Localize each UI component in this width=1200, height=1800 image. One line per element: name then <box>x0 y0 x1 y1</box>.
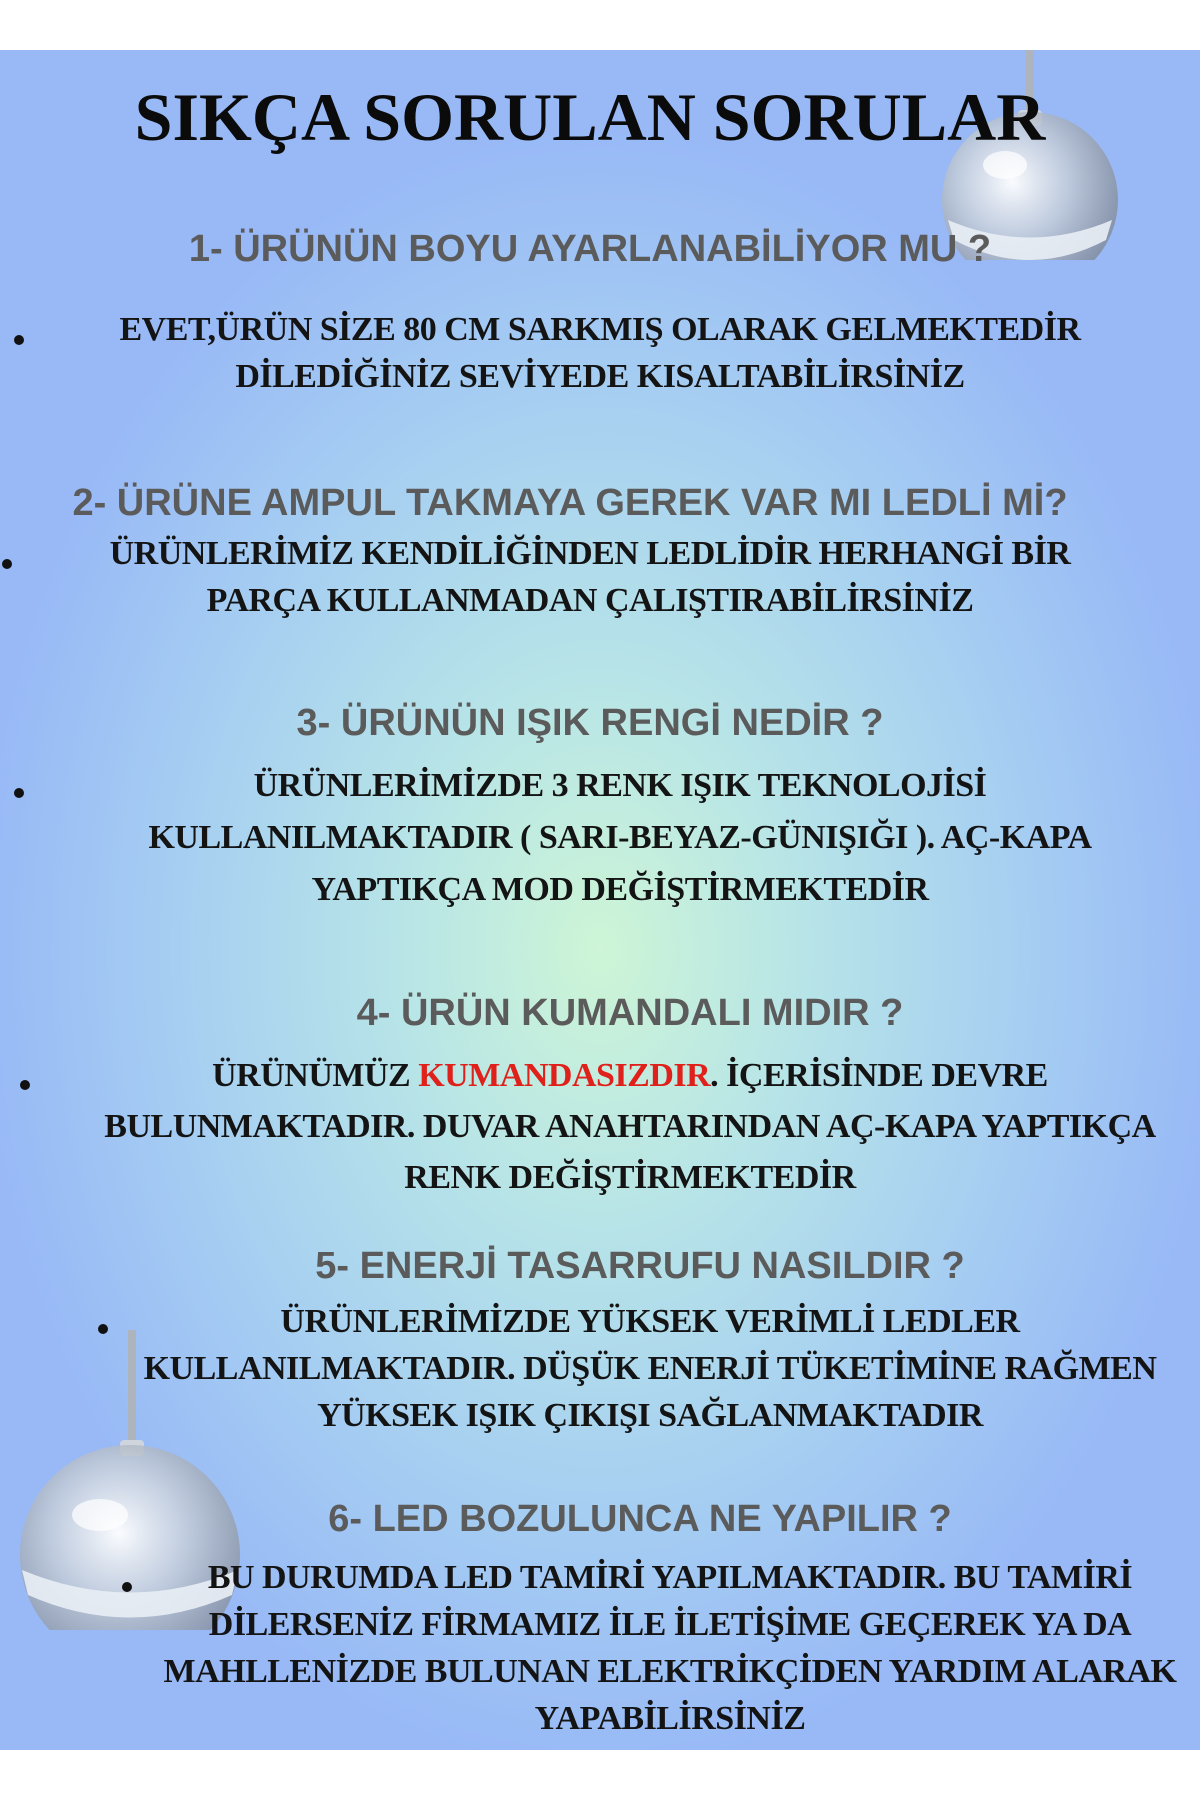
faq-answer-5-line-1: ÜRÜNLERİMİZDE YÜKSEK VERİMLİ LEDLER <box>280 1303 1020 1340</box>
bullet-dot-icon <box>14 335 24 345</box>
faq-answer-2 <box>40 530 1140 624</box>
faq-answer-6-line-3: MAHLLENİZDE BULUNAN ELEKTRİKÇİDEN YARDIM ALARAK <box>163 1653 1177 1690</box>
faq-answer-4 <box>60 1050 1200 1203</box>
faq-answer-2-line-1: ÜRÜNLERİMİZ KENDİLİĞİNDEN LEDLİDİR HERHANGİ BİR <box>109 535 1071 572</box>
bullet-dot-icon <box>20 1080 30 1090</box>
faq-answer-3-line-2: KULLANILMAKTADIR ( SARI-BEYAZ-GÜNIŞIĞI ). AÇ-KAPA <box>148 819 1092 856</box>
faq-question-6: 6- LED BOZULUNCA NE YAPILIR ? <box>328 1498 952 1540</box>
faq-question-2: 2- ÜRÜNE AMPUL TAKMAYA GEREK VAR MI LEDLİ Mİ? <box>72 482 1068 524</box>
faq-question-1: 1- ÜRÜNÜN BOYU AYARLANABİLİYOR MU ? <box>188 228 992 270</box>
faq-answer-6 <box>140 1554 1200 1742</box>
faq-answer-2-line-2: PARÇA KULLANMADAN ÇALIŞTIRABİLİRSİNİZ <box>206 582 974 619</box>
faq-answer-1-line-1: EVET,ÜRÜN SİZE 80 CM SARKMIŞ OLARAK GELMEKTEDİR <box>119 311 1081 348</box>
page-title: SIKÇA SORULAN SORULAR <box>134 79 1046 155</box>
faq-answer-4-line-3: RENK DEĞİŞTİRMEKTEDİR <box>404 1159 856 1196</box>
bullet-dot-icon <box>98 1324 108 1334</box>
faq-answer-5-line-2: KULLANILMAKTADIR. DÜŞÜK ENERJİ TÜKETİMİNE RAĞMEN <box>143 1350 1157 1387</box>
faq-answer-4-text-post: . İÇERİSİNDE DEVRE <box>710 1057 1048 1094</box>
faq-answer-5-line-3: YÜKSEK IŞIK ÇIKIŞI SAĞLANMAKTADIR <box>317 1397 983 1434</box>
faq-answer-6-line-2: DİLERSENİZ FİRMAMIZ İLE İLETİŞİME GEÇEREK YA DA <box>208 1606 1132 1643</box>
bullet-dot-icon <box>2 559 12 569</box>
faq-answer-3 <box>60 760 1180 916</box>
faq-answer-6-line-1: BU DURUMDA LED TAMİRİ YAPILMAKTADIR. BU TAMİRİ <box>207 1559 1133 1596</box>
faq-panel <box>0 50 1200 1750</box>
bullet-dot-icon <box>14 788 24 798</box>
faq-answer-3-line-1: ÜRÜNLERİMİZDE 3 RENK IŞIK TEKNOLOJİSİ <box>253 767 987 804</box>
faq-answer-4-text-pre: ÜRÜNÜMÜZ <box>212 1057 419 1094</box>
faq-answer-5 <box>120 1298 1180 1439</box>
faq-answer-4-line-1 <box>60 1050 1200 1101</box>
faq-question-5: 5- ENERJİ TASARRUFU NASILDIR ? <box>315 1245 965 1287</box>
faq-answer-1-line-2: DİLEDİĞİNİZ SEVİYEDE KISALTABİLİRSİNİZ <box>235 358 965 395</box>
faq-question-4: 4- ÜRÜN KUMANDALI MIDIR ? <box>356 992 904 1034</box>
faq-answer-1 <box>60 306 1140 400</box>
faq-answer-4-line-2: BULUNMAKTADIR. DUVAR ANAHTARINDAN AÇ-KAPA YAPTIKÇA <box>104 1108 1156 1145</box>
bullet-dot-icon <box>122 1582 132 1592</box>
faq-answer-3-line-3: YAPTIKÇA MOD DEĞİŞTİRMEKTEDİR <box>311 871 929 908</box>
faq-question-3: 3- ÜRÜNÜN IŞIK RENGİ NEDİR ? <box>296 702 884 744</box>
faq-answer-4-highlight: KUMANDASIZDIR <box>418 1057 711 1094</box>
faq-answer-6-line-4: YAPABİLİRSİNİZ <box>534 1700 806 1737</box>
